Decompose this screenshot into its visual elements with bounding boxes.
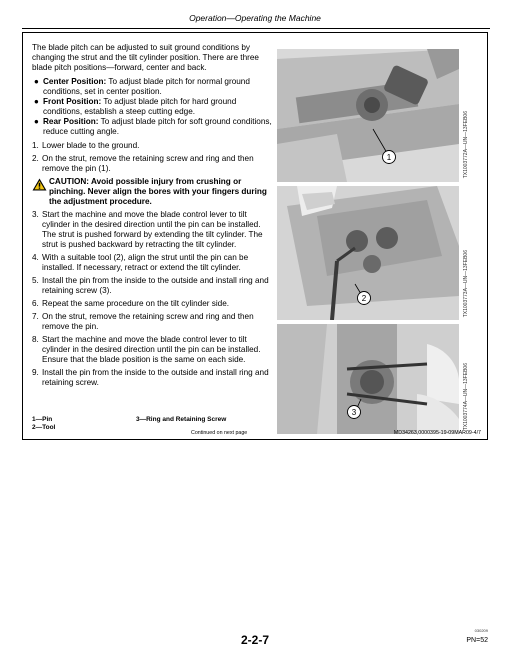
step-item: 9. Install the pin from the inside to the outside and install ring and retaining screw.	[32, 368, 269, 387]
position-list	[32, 77, 275, 137]
photo-caption: TX1003774A—UN—13FEB06	[463, 363, 469, 431]
legend-item: 2—Tool	[32, 424, 56, 431]
step-item: 3. Start the machine and move the blade control lever to tilt cylinder in the desired direction until the pin can be installed. The strut is pushed forward by extending the tilt cylinder. The strut is pushed backward by retracting the tilt cylinder.	[32, 210, 263, 249]
content-box	[22, 32, 488, 440]
list-item: ● Rear Position: To adjust blade pitch for soft ground conditions, reduce cutting angle.	[34, 117, 272, 136]
step-item: 4. With a suitable tool (2), align the strut until the pin can be installed. If necessary, retract or extend the tilt cylinder.	[32, 253, 249, 272]
list-item: ● Front Position: To adjust blade pitch for hard ground conditions, establish a steep cutting edge.	[34, 97, 237, 116]
bullet-icon: ●	[34, 77, 39, 86]
bullet-icon: ●	[34, 97, 39, 106]
header-rule	[22, 28, 490, 29]
step-item: 6. Repeat the same procedure on the tilt cylinder side.	[32, 299, 230, 308]
continued-note: Continued on next page	[191, 430, 248, 436]
step-item: 7. On the strut, remove the retaining screw and ring and then remove the pin.	[32, 312, 254, 331]
callout-3: 3	[351, 408, 357, 417]
intro-paragraph: The blade pitch can be adjusted to suit ground conditions by changing the strut and the tilt cylinder position. There are three blade pitch positions—forward, center and back.	[32, 43, 259, 72]
step-item: 2. On the strut, remove the retaining screw and ring and then remove the pin (1).	[32, 154, 254, 173]
photo-tool-alignment	[277, 186, 459, 320]
bullet-icon: ●	[34, 117, 39, 126]
footer-pn: PN=52	[466, 637, 488, 644]
photo-caption: TX1003772A—UN—13FEB06	[463, 111, 469, 179]
list-item: ● Center Position: To adjust blade pitch for normal ground conditions, set in center position.	[34, 77, 250, 96]
footer-code: 030209	[474, 628, 488, 633]
callout-1: 1	[386, 153, 392, 162]
page-header: Operation—Operating the Machine	[189, 13, 321, 23]
text-column	[32, 43, 275, 391]
step-item: 1. Lower blade to the ground.	[32, 141, 140, 150]
doc-code: MD34263,0000395-19-09MAR09-4/7	[393, 430, 481, 436]
step-item: 8. Start the machine and move the blade control lever to tilt cylinder in the desired direction until the pin can be installed. Ensure that the blade position is the same on each side.	[32, 335, 261, 364]
photo-pin-removal	[277, 49, 459, 182]
legend-item: 1—Pin	[32, 416, 53, 423]
page-number: 2-2-7	[240, 633, 269, 647]
warning-icon	[32, 178, 47, 191]
step-item: 5. Install the pin from the inside to the outside and install ring and retaining screw (3).	[32, 276, 269, 295]
callout-2: 2	[361, 294, 367, 303]
legend-item: 3—Ring and Retaining Screw	[136, 416, 227, 423]
photo-caption: TX1003773A—UN—13FEB06	[463, 250, 469, 318]
caution-notice: CAUTION: Avoid possible injury from crushing or pinching. Never align the bores with your fingers during the adjustment procedure.	[32, 177, 275, 207]
